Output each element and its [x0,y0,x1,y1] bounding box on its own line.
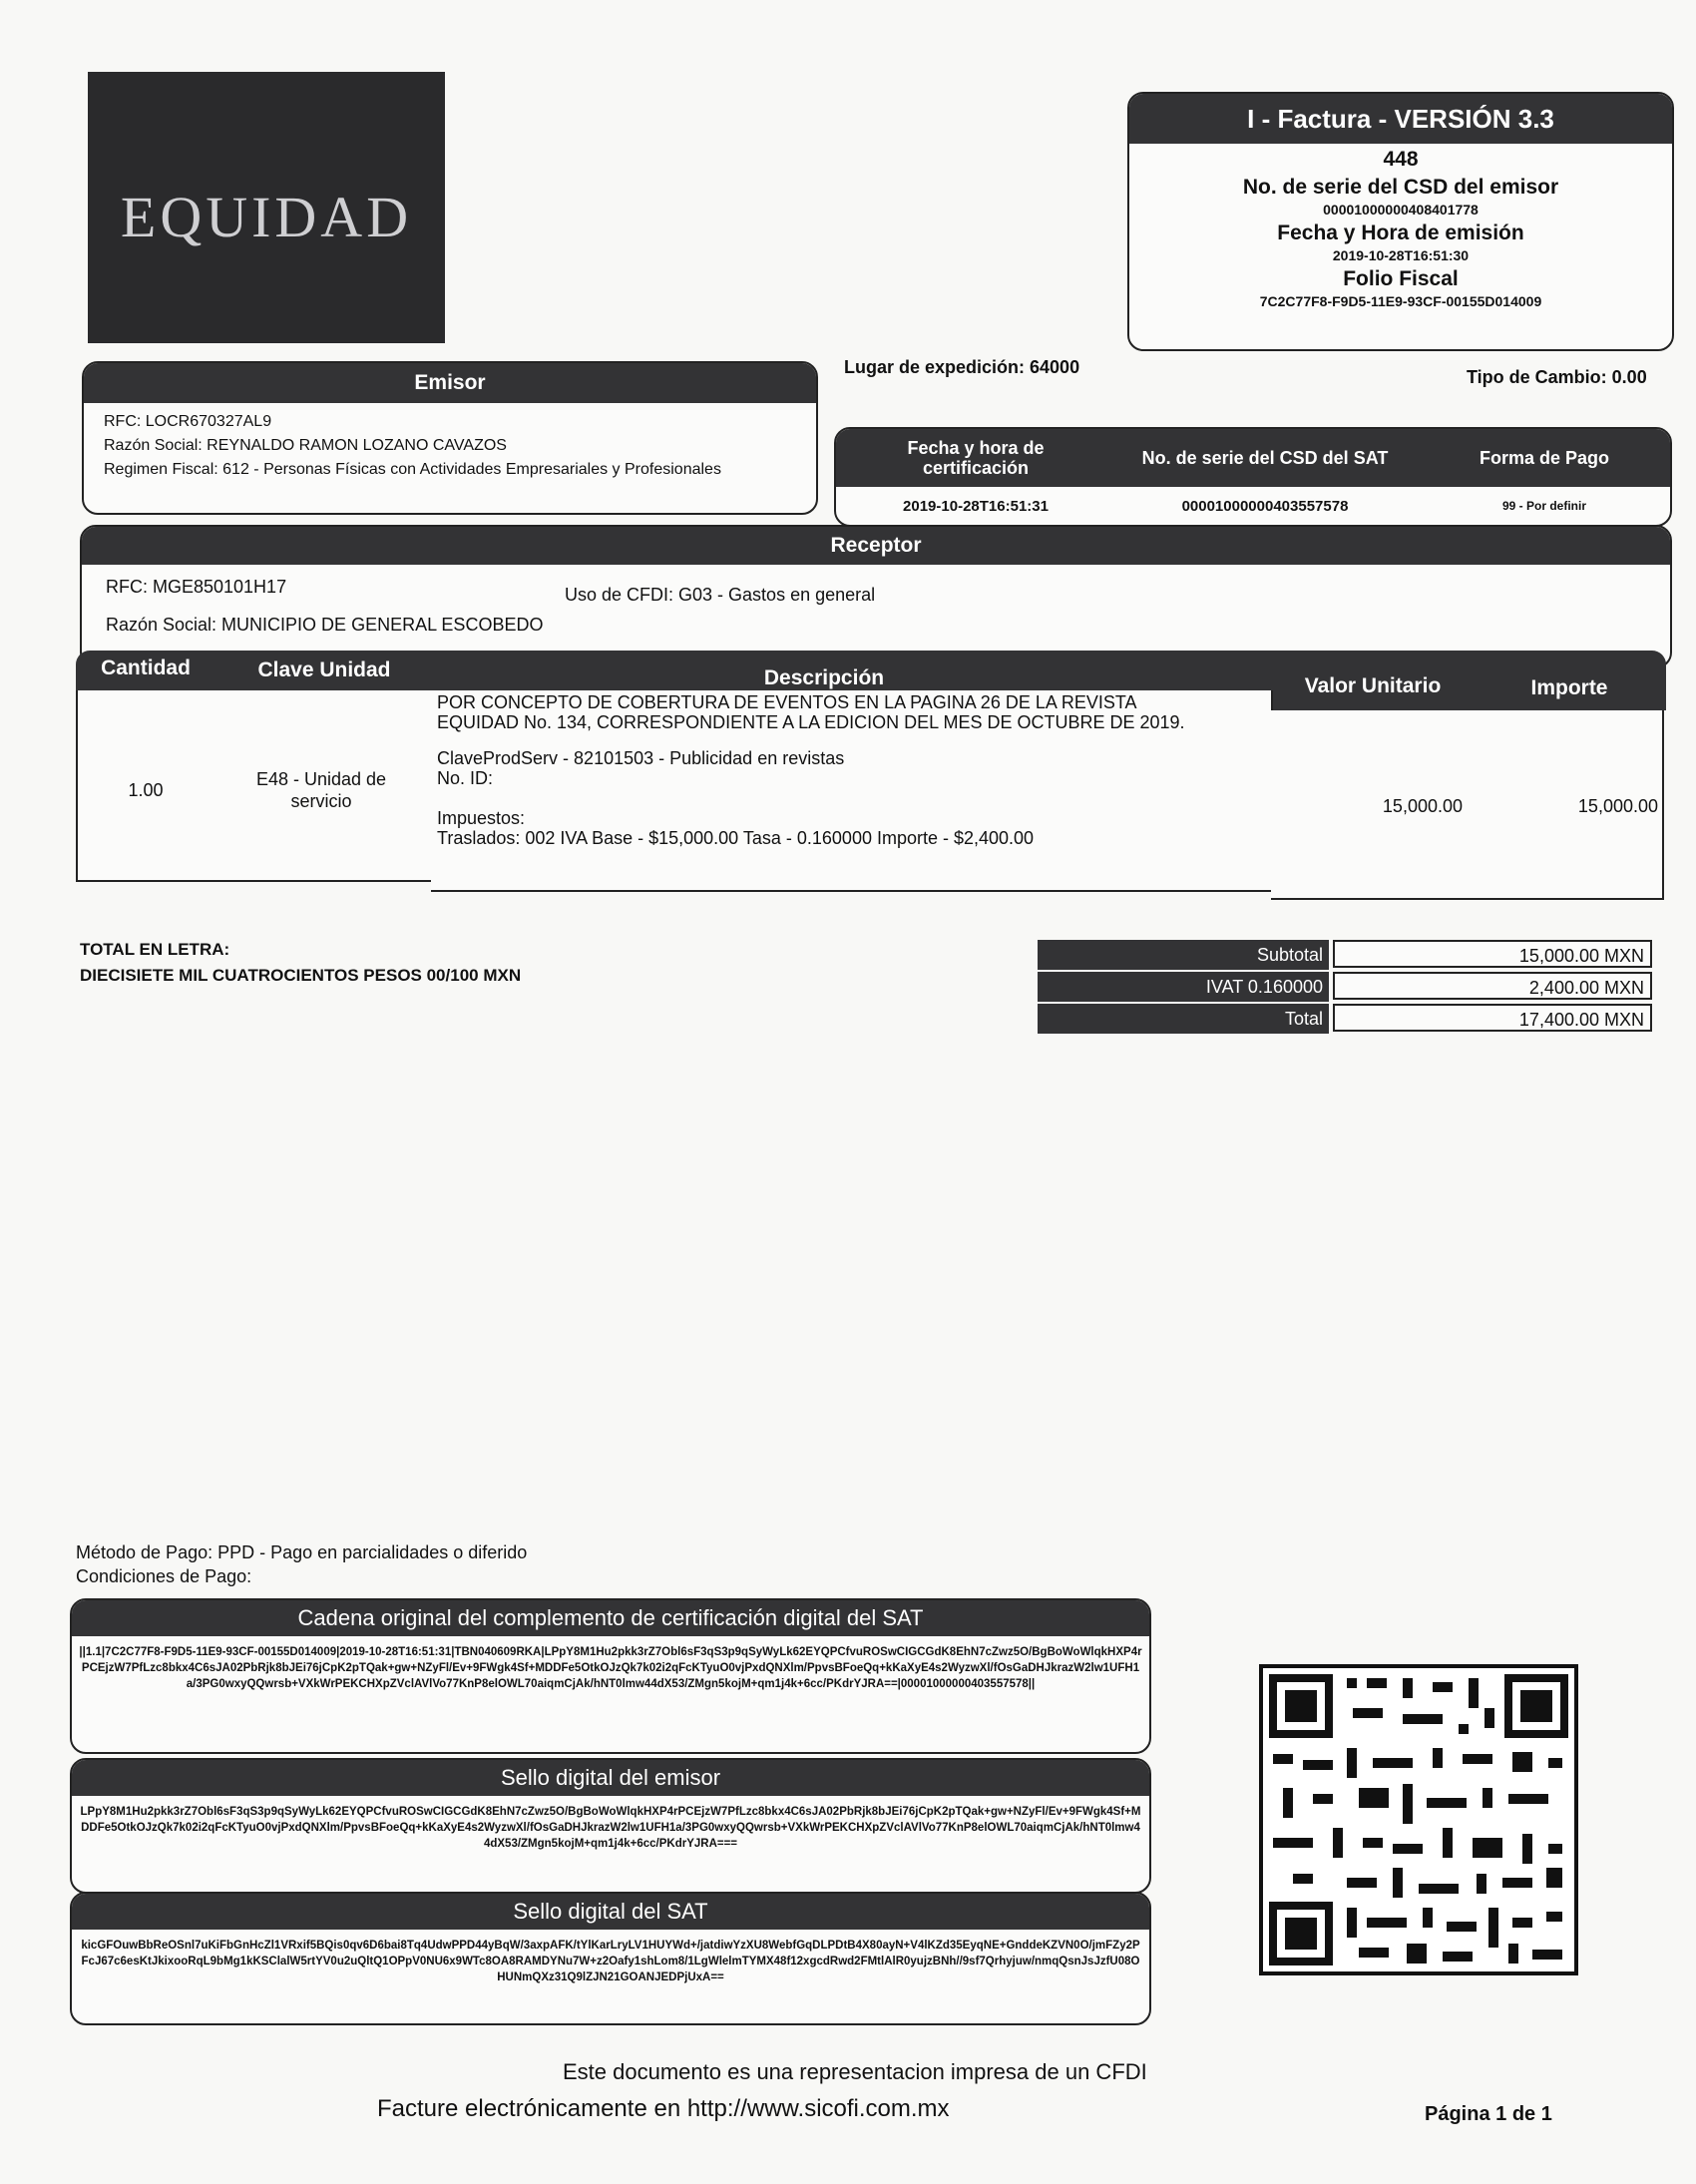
csd-emisor-label: No. de serie del CSD del emisor [1242,176,1559,199]
cell-valor-unitario: 15,000.00 [1271,710,1469,900]
cell-clave-unidad: E48 - Unidad de servicio [212,690,433,882]
cadena-original-box [70,1598,1151,1754]
company-logo [88,72,445,343]
emisor-title: Emisor [84,363,816,403]
tipo-cambio: Tipo de Cambio: 0.00 [1467,367,1647,387]
receptor-razon-social: Razón Social: MUNICIPIO DE GENERAL ESCOBEDO [106,615,544,635]
sello-emisor-box [70,1758,1151,1894]
cert-forma-value: 99 - Por definir [1501,499,1587,513]
col-valor-header: Valor Unitario [1304,674,1442,697]
total-letra-label: TOTAL EN LETRA: [80,940,230,959]
cert-csd-value: 00001000000403557578 [1181,497,1349,515]
receptor-box [80,525,1672,668]
receptor-rfc: RFC: MGE850101H17 [106,577,287,597]
cert-forma-header: Forma de Pago [1479,448,1610,468]
total-row [1038,1004,1652,1034]
conceptos-table [76,651,1666,900]
sello-sat-box [70,1892,1151,2025]
footer-cfdi-note: Este documento es una representacion impresa de un CFDI [563,2059,1147,2084]
subtotal-row [1038,940,1652,970]
iva-row [1038,972,1652,1002]
total-letra-value: DIECISIETE MIL CUATROCIENTOS PESOS 00/100 MXN [80,966,522,985]
sello-emisor-title: Sello digital del emisor [72,1760,1149,1796]
fecha-emision-value: 2019-10-28T16:51:30 [1332,247,1470,263]
emisor-razon-social: Razón Social: REYNALDO RAMON LOZANO CAVAZOS [104,437,507,454]
emisor-rfc: RFC: LOCR670327AL9 [104,413,272,430]
metodo-pago: Método de Pago: PPD - Pago en parcialidades o diferido [76,1542,528,1562]
cadena-original-text: ||1.1|7C2C77F8-F9D5-11E9-93CF-00155D014009|2019-10-28T16:51:31|TBN040609RKA|LPpY8M1Hu2pkk3rZ7Obl6sF3qS3p9qSyWyLk62EYQPCfvuROSwCIGCGdK8EhN7cZwz5O/BgBoWoWlqkHXP4rPCEjzW7PfLzc8bkx4C6sJA02PbRjk8bJEi76jCpK2pTQak+gw+NZyFl/Ev+9FWgk4Sf+MDDFe5OtkOJzQk7k02i2qFcKTyuO0vjPxdQNXlm/PpvsBFoeQq+kKaXyE4s2WyzwXl/fOsGaDHJkrazW2lw1UFH1a/3PG0wxyQQwrsb+VXkWrPEKCHXpZVclAVlVo77KnP8elOWL70aiqmCjAk/hNT0lmw44dX53/ZMgn5kojM+qm1j4k+6cc/PKdrYJRA==|00001000000403557578|| [79,1646,1142,1690]
total-label: Total [1038,1004,1329,1034]
csd-emisor-value: 00001000000408401778 [1323,202,1479,218]
subtotal-label: Subtotal [1038,940,1329,970]
col-cantidad-header: Cantidad [101,656,191,679]
sello-emisor-text: LPpY8M1Hu2pkk3rZ7Obl6sF3qS3p9qSyWyLk62EYQPCfvuROSwCIGCGdK8EhN7cZwz5O/BgBoWoWlqkHXP4rPCEjzW7PfLzc8bkx4C6sJA02PbRjk8bJEi76jCpK2pTQak+gw+NZyFl/Ev+9FWgk4Sf+MDDFe5OtkOJzQk7k02i2qFcKTyuO0vjPxdQNXlm/PpvsBFoeQq+kKaXyE4s2WyzwXl/fOsGaDHJkrazW2lw1UFH1a/3PG0wxyQQwrsb+VXkWrPEKCHXpZVclAVlVo77KnP8elOWL70aiqmCjAk/hNT0lmw44dX53/ZMgn5kojM+qm1j4k+6cc/PKdrYJRA=== [80,1806,1141,1850]
col-importe-header: Importe [1530,676,1608,699]
cell-importe: 15,000.00 [1467,710,1664,900]
logo-text: EQUIDAD [120,185,413,249]
emisor-box [82,361,818,515]
condiciones-pago: Condiciones de Pago: [76,1566,252,1586]
sello-sat-title: Sello digital del SAT [72,1894,1149,1930]
cell-descripcion: POR CONCEPTO DE COBERTURA DE EVENTOS EN LA PAGINA 26 DE LA REVISTA EQUIDAD No. 134, CORRESPONDIENTE A LA EDICION DEL MES DE OCTUBRE DE 2019. ClaveProdServ - 82101503 - Publicidad en revistas No. ID: Impuestos: Traslados: 002 IVA Base - $15,000.00 Tasa - 0.160000 Importe - $2,400.00 [431,690,1273,892]
fecha-emision-label: Fecha y Hora de emisión [1277,221,1524,244]
col-descripcion-header: Descripción [763,666,885,689]
cadena-original-title: Cadena original del complemento de certificación digital del SAT [72,1600,1149,1636]
qr-code [1259,1664,1578,1975]
col-clave-header: Clave Unidad [257,658,391,681]
factura-title: I - Factura - VERSIÓN 3.3 [1129,94,1672,144]
sello-sat-text: kicGFOuwBbReOSnl7uKiFbGnHcZl1VRxif5BQis0qv6D6bai8Tq4UdwPPD44yBqW/3axpAFK/tYlKarLryLV1HUYWd+/jatdiwYzXU8WebfGqDLPDtB4X80ayN+V4lKZd35EyqNE+GnddeKZVN0O/jmFZy2PFcJ67c6esKtJkixooRqL9bMg1kKSClalW5rtYV0u2uQltQ1OPpV0NU6x9WTc8OA8RAMDYNu7W+z2Oafy1shLom8/1LgWlelmTYMX48f12xgcdRwd2FMtlAlR0yujzBNh//9sf7Qrhyjuw/nmqQsnJsJzfU08OHUNmQXz31Q9lZJN21GOANJEDPjUxA== [81,1940,1140,1983]
receptor-uso-cfdi: Uso de CFDI: G03 - Gastos en general [565,585,876,605]
folio-fiscal-label: Folio Fiscal [1343,267,1459,290]
folio-fiscal-value: 7C2C77F8-F9D5-11E9-93CF-00155D014009 [1259,293,1542,309]
qr-code-graphic [1263,1668,1574,1971]
receptor-title: Receptor [82,527,1670,565]
page-number: Página 1 de 1 [1425,2103,1552,2125]
subtotal-value: 15,000.00 MXN [1333,940,1652,968]
folio: 448 [1383,148,1419,171]
lugar-expedicion: Lugar de expedición: 64000 [844,357,1080,377]
cert-fecha-value: 2019-10-28T16:51:31 [903,497,1049,515]
total-value: 17,400.00 MXN [1333,1004,1652,1032]
certificacion-box [834,427,1672,527]
cell-cantidad: 1.00 [76,690,215,882]
factura-info-box [1127,92,1674,351]
iva-label: IVAT 0.160000 [1038,972,1329,1002]
cert-fecha-header: Fecha y hora de certificación [907,438,1045,478]
footer-sicofi-link[interactable]: Facture electrónicamente en http://www.sicofi.com.mx [377,2095,950,2122]
iva-value: 2,400.00 MXN [1333,972,1652,1000]
emisor-regimen: Regimen Fiscal: 612 - Personas Físicas con Actividades Empresariales y Profesionales [104,461,721,478]
cert-csd-header: No. de serie del CSD del SAT [1141,448,1389,468]
